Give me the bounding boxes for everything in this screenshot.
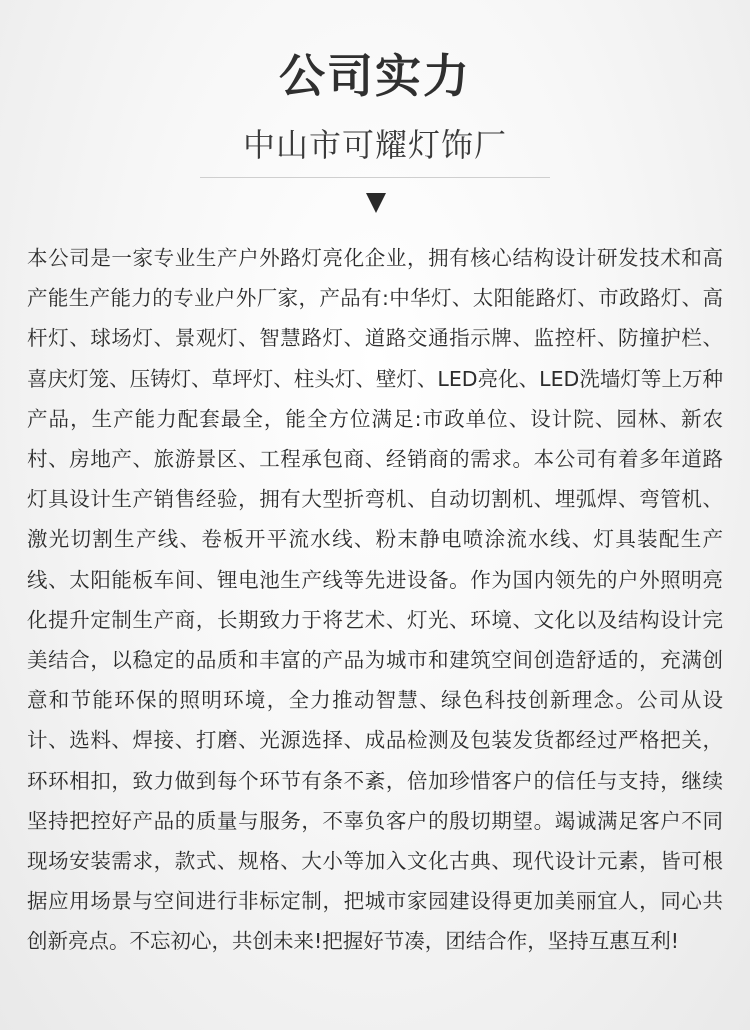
down-triangle-icon [366,193,386,213]
page-title: 公司实力 [279,49,471,103]
company-name: 中山市可耀灯饰厂 [242,126,507,164]
company-description: 本公司是一家专业生产户外路灯亮化企业，拥有核心结构设计研发技术和高产能生产能力的专业户外厂家，产品有:中华灯、太阳能路灯、市政路灯、高杆灯、球场灯、景观灯、智慧路灯、道路交通指示牌、监控杆、防撞护栏、喜庆灯笼、压铸灯、草坪灯、柱头灯、壁灯、LED亮化、LED洗墙灯等上万种产品，生产能力配套最全，能全方位满足:市政单位、设计院、园林、新农村、房地产、旅游景区、工程承包商、经销商的需求。本公司有着多年道路灯具设计生产销售经验，拥有大型折弯机、自动切割机、埋弧焊、弯管机、激光切割生产线、卷板开平流水线、粉末静电喷涂流水线、灯具装配生产线、太阳能板车间、锂电池生产线等先进设备。作为国内领先的户外照明亮化提升定制生产商，长期致力于将艺术、灯光、环境、文化以及结构设计完美结合，以稳定的品质和丰富的产品为城市和建筑空间创造舒适的，充满创意和节能环保的照明环境，全力推动智慧、绿色科技创新理念。公司从设计、选料、焊接、打磨、光源选择、成品检测及包装发货都经过严格把关，环环相扣，致力做到每个环节有条不紊，倍加珍惜客户的信任与支持，继续坚持把控好产品的质量与服务，不辜负客户的殷切期望。竭诚满足客户不同现场安装需求，款式、规格、大小等加入文化古典、现代设计元素，皆可根据应用场景与空间进行非标定制，把城市家园建设得更加美丽宜人，同心共创新亮点。不忘初心，共创未来!把握好节凑，团结合作，坚持互惠互利! [27,246,723,954]
divider [200,177,550,178]
